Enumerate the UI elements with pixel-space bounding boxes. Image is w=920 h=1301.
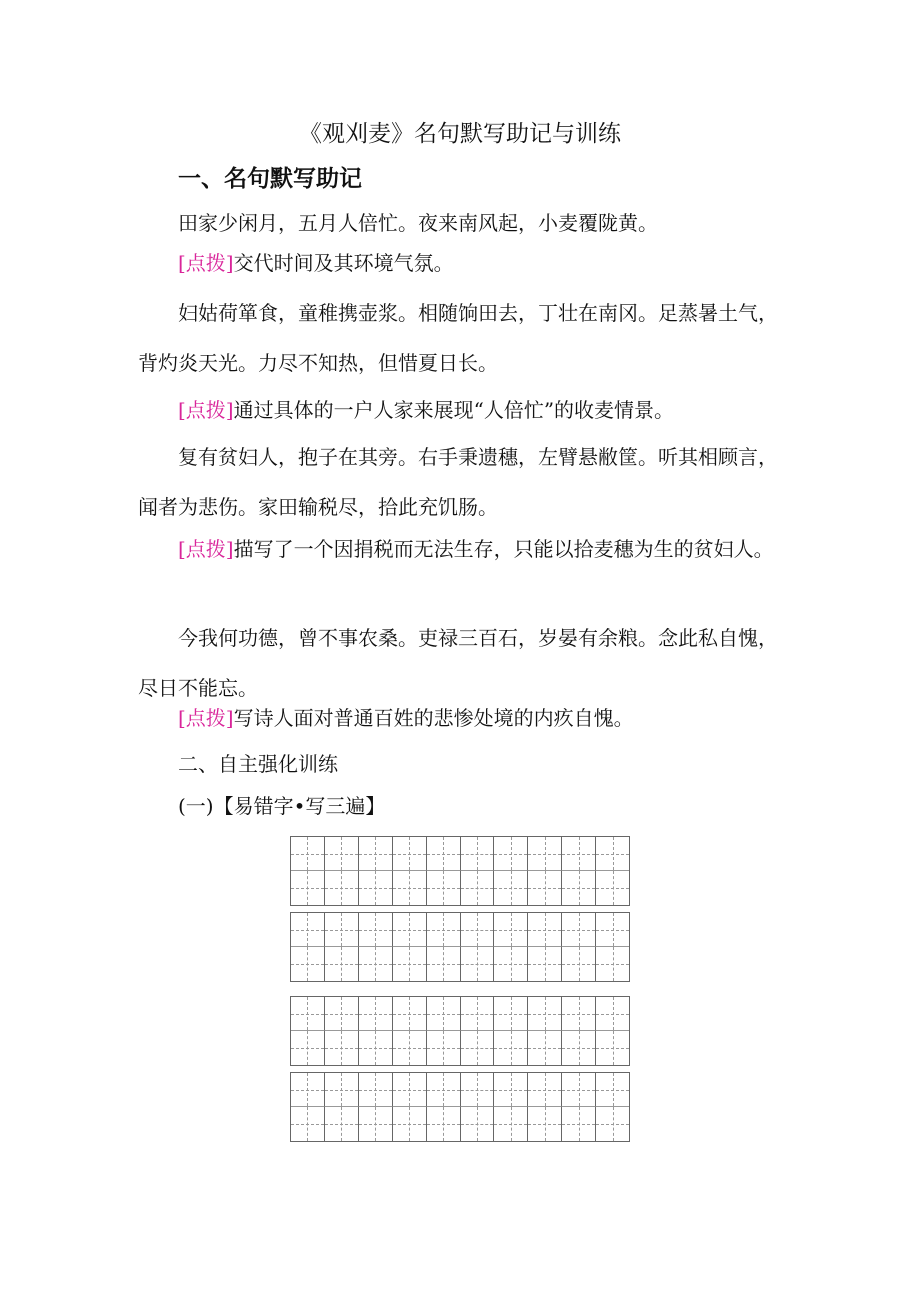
grid-cell[interactable]: [325, 1031, 359, 1065]
grid-row: [291, 1107, 629, 1141]
grid-cell[interactable]: [528, 1073, 562, 1107]
grid-cell[interactable]: [291, 871, 325, 905]
practice-grid-block: [290, 836, 630, 906]
grid-row: [291, 837, 629, 871]
grid-cell[interactable]: [359, 1031, 393, 1065]
grid-cell[interactable]: [494, 913, 528, 947]
grid-cell[interactable]: [291, 913, 325, 947]
grid-cell[interactable]: [291, 1107, 325, 1141]
grid-cell[interactable]: [596, 913, 629, 947]
tip-label: [点拨]: [178, 398, 234, 422]
practice-grid-block: [290, 912, 630, 982]
grid-cell[interactable]: [427, 871, 461, 905]
grid-cell[interactable]: [359, 871, 393, 905]
verse-2: 妇姑荷箪食，童稚携壶浆。相随饷田去，丁壮在南冈。足蒸暑土气，背灼炎天光。力尽不知热，但惜夏日长。: [138, 301, 778, 375]
grid-cell[interactable]: [427, 913, 461, 947]
tip-text: 描写了一个因捐税而无法生存，只能以拾麦穗为生的贫妇人。: [233, 537, 774, 561]
grid-cell[interactable]: [528, 997, 562, 1031]
practice-grid-block: [290, 996, 630, 1066]
grid-row: [291, 1031, 629, 1065]
grid-cell[interactable]: [325, 1107, 359, 1141]
grid-cell[interactable]: [596, 871, 629, 905]
tip-3: [138, 524, 778, 574]
grid-cell[interactable]: [325, 997, 359, 1031]
grid-row: [291, 913, 629, 947]
grid-cell[interactable]: [291, 1073, 325, 1107]
grid-cell[interactable]: [427, 1073, 461, 1107]
grid-cell[interactable]: [325, 1073, 359, 1107]
grid-cell[interactable]: [461, 913, 495, 947]
tip-text: 交代时间及其环境气氛。: [233, 251, 454, 275]
tip-label: [点拨]: [178, 251, 234, 275]
grid-cell[interactable]: [562, 1107, 596, 1141]
grid-cell[interactable]: [461, 997, 495, 1031]
grid-cell[interactable]: [562, 997, 596, 1031]
grid-cell[interactable]: [596, 997, 629, 1031]
grid-cell[interactable]: [528, 1107, 562, 1141]
grid-cell[interactable]: [494, 1107, 528, 1141]
grid-cell[interactable]: [461, 1031, 495, 1065]
grid-cell[interactable]: [528, 1031, 562, 1065]
grid-cell[interactable]: [562, 1073, 596, 1107]
grid-cell[interactable]: [393, 1107, 427, 1141]
grid-row: [291, 997, 629, 1031]
grid-cell[interactable]: [427, 947, 461, 981]
grid-cell[interactable]: [291, 947, 325, 981]
grid-cell[interactable]: [461, 947, 495, 981]
practice-grid-block: [290, 1072, 630, 1142]
grid-cell[interactable]: [427, 1031, 461, 1065]
grid-cell[interactable]: [494, 837, 528, 871]
grid-cell[interactable]: [393, 913, 427, 947]
tip-1: [138, 238, 778, 288]
grid-cell[interactable]: [494, 1073, 528, 1107]
grid-cell[interactable]: [528, 837, 562, 871]
tip-4: [138, 693, 778, 743]
grid-cell[interactable]: [528, 947, 562, 981]
grid-cell[interactable]: [393, 837, 427, 871]
grid-cell[interactable]: [427, 837, 461, 871]
tip-text: 通过具体的一户人家来展现“人倍忙”的收麦情景。: [233, 398, 675, 422]
grid-cell[interactable]: [325, 913, 359, 947]
grid-cell[interactable]: [393, 1073, 427, 1107]
grid-cell[interactable]: [461, 1073, 495, 1107]
tip-label: [点拨]: [178, 706, 234, 730]
grid-cell[interactable]: [325, 837, 359, 871]
grid-row: [291, 947, 629, 981]
grid-cell[interactable]: [427, 1107, 461, 1141]
grid-cell[interactable]: [393, 1031, 427, 1065]
grid-cell[interactable]: [596, 1073, 629, 1107]
section-heading-2: 二、自主强化训练: [178, 752, 338, 776]
grid-cell[interactable]: [562, 1031, 596, 1065]
grid-cell[interactable]: [393, 871, 427, 905]
grid-cell[interactable]: [528, 913, 562, 947]
grid-row: [291, 871, 629, 905]
grid-cell[interactable]: [461, 837, 495, 871]
section-heading-1: 一、名句默写助记: [178, 166, 362, 192]
grid-cell[interactable]: [291, 837, 325, 871]
grid-cell[interactable]: [359, 837, 393, 871]
writing-grid-area: [290, 836, 630, 1148]
grid-cell[interactable]: [325, 947, 359, 981]
grid-cell[interactable]: [596, 837, 629, 871]
verse-1: 田家少闲月，五月人倍忙。夜来南风起，小麦覆陇黄。: [178, 211, 658, 235]
subsection-heading: (一)【易错字•写三遍】: [178, 794, 386, 818]
grid-cell[interactable]: [494, 947, 528, 981]
grid-cell[interactable]: [494, 997, 528, 1031]
grid-cell[interactable]: [427, 997, 461, 1031]
grid-cell[interactable]: [325, 871, 359, 905]
tip-label: [点拨]: [178, 537, 234, 561]
grid-cell[interactable]: [359, 997, 393, 1031]
verse-3: 复有贫妇人，抱子在其旁。右手秉遗穗，左臂悬敝筐。听其相顾言，闻者为悲伤。家田输税尽，拾此充饥肠。: [138, 445, 778, 519]
tip-text: 写诗人面对普通百姓的悲惨处境的内疚自愧。: [233, 706, 634, 730]
grid-cell[interactable]: [461, 1107, 495, 1141]
page-title: 《观刈麦》名句默写助记与训练: [299, 121, 621, 147]
grid-cell[interactable]: [562, 837, 596, 871]
grid-cell[interactable]: [291, 997, 325, 1031]
grid-cell[interactable]: [461, 871, 495, 905]
verse-4: 今我何功德，曾不事农桑。吏禄三百石，岁晏有余粮。念此私自愧，尽日不能忘。: [138, 626, 778, 700]
grid-row: [291, 1073, 629, 1107]
grid-cell[interactable]: [562, 947, 596, 981]
grid-cell[interactable]: [494, 871, 528, 905]
grid-cell[interactable]: [359, 913, 393, 947]
grid-cell[interactable]: [359, 1107, 393, 1141]
grid-cell[interactable]: [359, 947, 393, 981]
grid-cell[interactable]: [494, 1031, 528, 1065]
grid-cell[interactable]: [562, 913, 596, 947]
grid-cell[interactable]: [528, 871, 562, 905]
grid-cell[interactable]: [562, 871, 596, 905]
grid-cell[interactable]: [596, 947, 629, 981]
tip-2: [138, 385, 778, 435]
grid-cell[interactable]: [291, 1031, 325, 1065]
grid-cell[interactable]: [359, 1073, 393, 1107]
grid-cell[interactable]: [393, 947, 427, 981]
grid-cell[interactable]: [393, 997, 427, 1031]
grid-cell[interactable]: [596, 1031, 629, 1065]
grid-cell[interactable]: [596, 1107, 629, 1141]
